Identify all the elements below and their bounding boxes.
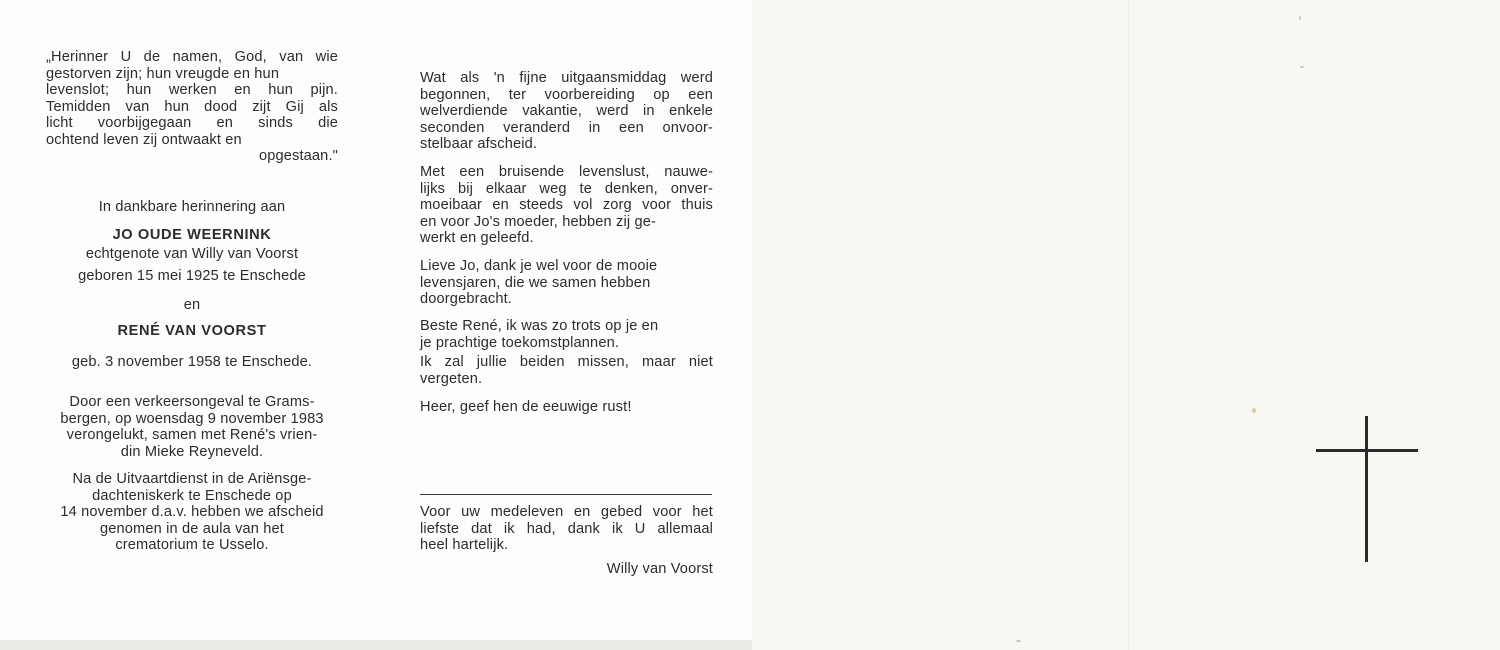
life-line: lijks bij elkaar weg te denken, onver-	[420, 180, 713, 197]
funeral-line: Na de Uitvaartdienst in de Ariënsge-	[72, 471, 312, 487]
poem-line: Temidden van hun dood zijt Gij als	[46, 98, 338, 115]
life-line: werkt en geleefd.	[420, 230, 534, 246]
farewell-line: welverdiende vakantie, werd in enkele	[420, 103, 713, 119]
and-word: en	[183, 297, 201, 313]
prayer-line: Heer, geef hen de eeuwige rust!	[420, 399, 632, 415]
memory-line: In dankbare herinnering aan	[98, 199, 286, 215]
funeral-line: dachteniskerk te Enschede op	[92, 487, 292, 504]
cross-vertical-bar	[1365, 416, 1368, 562]
farewell-line: stelbaar afscheid.	[420, 136, 538, 152]
paper-speck	[1252, 408, 1256, 413]
miss-paragraph	[420, 354, 713, 387]
life-line: Met een bruisende levenslust, nauwe-	[420, 164, 713, 180]
life-line: en voor Jo's moeder, hebben zij ge-	[420, 213, 656, 230]
farewell-line: seconden veranderd in een onvoor-	[420, 119, 713, 136]
rene-paragraph	[420, 318, 713, 351]
jo-line: Lieve Jo, dank je wel voor de mooie	[420, 258, 658, 274]
spouse-line: echtgenote van Willy van Voorst	[85, 246, 299, 262]
farewell-line: Wat als 'n fijne uitgaansmiddag werd	[420, 70, 713, 86]
life-line: moeibaar en steeds vol zorg voor thuis	[420, 197, 713, 213]
poem-line: licht voorbijgegaan en sinds die	[46, 115, 338, 131]
jo-line: doorgebracht.	[420, 291, 513, 307]
thanks-line: Voor uw medeleven en gebed voor het	[420, 504, 713, 520]
funeral-line: crematorium te Usselo.	[115, 537, 269, 553]
jo-line: levensjaren, die we samen hebben	[420, 274, 651, 291]
paper-speck	[1300, 66, 1304, 68]
paper-speck	[1299, 16, 1301, 20]
rene-line: je prachtige toekomstplannen.	[420, 334, 620, 351]
funeral-line: genomen in de aula van het	[99, 520, 285, 537]
accident-line: bergen, op woensdag 9 november 1983	[60, 410, 324, 427]
accident-line: Door een verkeersongeval te Grams-	[69, 394, 315, 410]
deceased-name-1: JO OUDE WEERNINK	[112, 227, 272, 243]
divider-rule	[420, 494, 712, 495]
deceased-name-2: RENÉ VAN VOORST	[117, 323, 267, 339]
poem-line: „Herinner U de namen, God, van wie	[46, 49, 338, 65]
funeral-paragraph	[46, 471, 338, 554]
accident-paragraph	[46, 394, 338, 460]
poem-line: opgestaan."	[258, 148, 338, 164]
miss-line: vergeten.	[420, 370, 483, 387]
card-edge-shadow	[0, 640, 752, 650]
prayer-paragraph	[420, 399, 713, 416]
accident-line: verongelukt, samen met René's vrien-	[66, 427, 318, 443]
poem-line: gestorven zijn; hun vreugde en hun	[46, 65, 280, 82]
thanks-line: heel hartelijk.	[420, 537, 509, 553]
card-fold-line	[1128, 0, 1129, 650]
life-paragraph	[420, 164, 713, 247]
thanks-paragraph	[420, 504, 713, 554]
cross-horizontal-bar	[1316, 449, 1418, 452]
farewell-paragraph	[420, 70, 713, 153]
farewell-line: begonnen, ter voorbereiding op een	[420, 86, 713, 103]
thanks-line: liefste dat ik had, dank ik U allemaal	[420, 520, 713, 537]
birth-line-1: geboren 15 mei 1925 te Enschede	[78, 268, 306, 284]
jo-paragraph	[420, 258, 713, 308]
poem-quote	[46, 49, 338, 165]
poem-line: levenslot; hun werken en hun pijn.	[46, 82, 338, 98]
accident-line: din Mieke Reyneveld.	[120, 443, 264, 460]
poem-line: ochtend leven zij ontwaakt en	[46, 131, 242, 148]
birth-line-2: geb. 3 november 1958 te Enschede.	[71, 354, 313, 370]
funeral-line: 14 november d.a.v. hebben we afscheid	[60, 504, 324, 520]
cross-icon	[1316, 416, 1418, 562]
signature: Willy van Voorst	[606, 561, 713, 577]
paper-speck	[1016, 640, 1021, 642]
miss-line: Ik zal jullie beiden missen, maar niet	[420, 354, 713, 370]
rene-line: Beste René, ik was zo trots op je en	[420, 318, 659, 334]
